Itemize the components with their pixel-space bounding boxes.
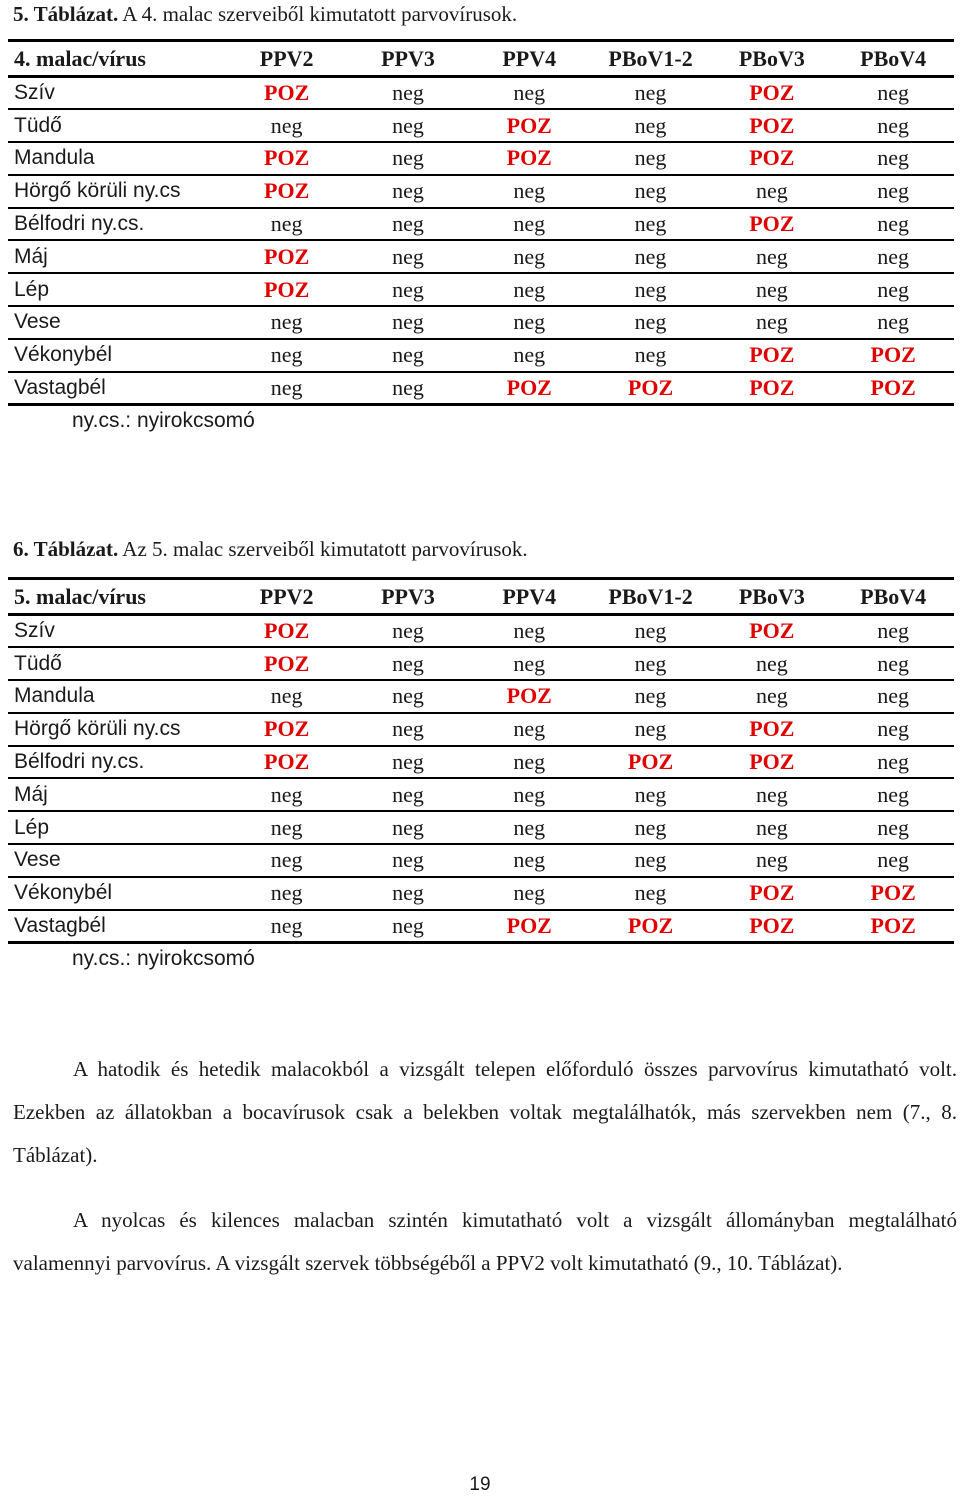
result-cell: neg <box>877 276 910 302</box>
table-row <box>8 910 954 943</box>
organ-label: Bélfodri ny.cs. <box>14 212 145 236</box>
result-cell: neg <box>634 211 667 237</box>
result-cell: neg <box>392 716 424 742</box>
result-cell: POZ <box>627 912 674 938</box>
result-cell: neg <box>392 112 424 138</box>
result-cell: neg <box>392 211 424 237</box>
result-cell: neg <box>877 178 910 204</box>
result-cell: neg <box>392 683 424 709</box>
result-cell: neg <box>513 749 546 775</box>
table-row <box>8 339 954 372</box>
result-cell: POZ <box>749 716 795 742</box>
column-header: PPV3 <box>381 583 435 609</box>
result-cell: neg <box>755 814 788 840</box>
result-cell: neg <box>392 650 424 676</box>
row-header-label: 5. malac/vírus <box>14 583 146 609</box>
result-cell: neg <box>877 618 910 644</box>
result-cell: neg <box>513 211 546 237</box>
result-cell: neg <box>392 80 424 106</box>
table6-note: ny.cs.: nyirokcsomó <box>72 947 255 970</box>
result-cell: neg <box>513 814 546 840</box>
result-cell: neg <box>270 374 303 400</box>
result-cell: neg <box>392 309 424 335</box>
result-cell: neg <box>392 618 424 644</box>
result-cell: neg <box>877 650 910 676</box>
result-cell: neg <box>270 683 303 709</box>
result-cell: neg <box>392 847 424 873</box>
result-cell: POZ <box>627 749 674 775</box>
result-cell: neg <box>392 145 424 171</box>
table-row <box>8 306 954 339</box>
table6-caption-label: 6. Táblázat. <box>13 537 119 561</box>
organ-label: Vékonybél <box>14 343 113 367</box>
table-row <box>8 142 954 175</box>
column-header: PPV3 <box>381 45 435 71</box>
result-cell: neg <box>755 309 788 335</box>
table-row <box>8 844 954 877</box>
table5-caption-label: 5. Táblázat. <box>13 2 119 26</box>
result-cell: POZ <box>870 342 916 368</box>
result-cell: POZ <box>506 374 552 400</box>
result-cell: POZ <box>264 178 310 204</box>
column-header: PBoV4 <box>860 45 927 71</box>
column-header: PBoV4 <box>860 583 927 609</box>
result-cell: neg <box>634 243 667 269</box>
table6 <box>8 577 954 944</box>
result-cell: neg <box>634 814 667 840</box>
result-cell: neg <box>270 781 303 807</box>
column-header: PBoV1-2 <box>608 583 693 609</box>
result-cell: neg <box>634 847 667 873</box>
result-cell: neg <box>634 309 667 335</box>
table6-caption-text: Az 5. malac szerveiből kimutatott parvovírusok. <box>118 537 528 561</box>
organ-label: Szív <box>14 81 55 105</box>
result-cell: neg <box>392 880 424 906</box>
result-cell: neg <box>634 683 667 709</box>
table-row <box>8 680 954 713</box>
organ-label: Lép <box>14 277 50 301</box>
result-cell: POZ <box>749 749 795 775</box>
table-row <box>8 746 954 779</box>
result-cell: neg <box>634 276 667 302</box>
result-cell: neg <box>392 781 424 807</box>
result-cell: POZ <box>870 912 916 938</box>
result-cell: neg <box>755 683 788 709</box>
result-cell: POZ <box>506 145 552 171</box>
table5-header-row <box>8 41 954 77</box>
result-cell: neg <box>634 342 667 368</box>
page-number: 19 <box>469 1474 491 1495</box>
organ-label: Tüdő <box>14 651 62 675</box>
result-cell: neg <box>634 145 667 171</box>
column-header: PPV4 <box>502 583 557 609</box>
result-cell: POZ <box>627 374 674 400</box>
result-cell: neg <box>877 814 910 840</box>
result-cell: neg <box>392 178 424 204</box>
result-cell: neg <box>392 814 424 840</box>
organ-label: Vékonybél <box>14 881 113 905</box>
result-cell: neg <box>270 847 303 873</box>
result-cell: neg <box>270 880 303 906</box>
result-cell: neg <box>270 211 303 237</box>
result-cell: neg <box>392 374 424 400</box>
result-cell: neg <box>634 178 667 204</box>
table-row <box>8 615 954 648</box>
result-cell: neg <box>634 781 667 807</box>
organ-label: Vese <box>14 848 61 872</box>
column-header: PPV2 <box>259 583 314 609</box>
result-cell: neg <box>877 716 910 742</box>
table-row <box>8 877 954 910</box>
result-cell: neg <box>513 781 546 807</box>
table-row <box>8 778 954 811</box>
result-cell: neg <box>877 749 910 775</box>
table-row <box>8 208 954 241</box>
table5-note: ny.cs.: nyirokcsomó <box>72 409 255 432</box>
result-cell: neg <box>513 243 546 269</box>
result-cell: neg <box>877 211 910 237</box>
result-cell: neg <box>755 276 788 302</box>
result-cell: POZ <box>506 683 552 709</box>
result-cell: neg <box>634 880 667 906</box>
result-cell: neg <box>877 781 910 807</box>
result-cell: neg <box>513 178 546 204</box>
result-cell: neg <box>270 112 303 138</box>
organ-label: Vese <box>14 310 61 334</box>
result-cell: neg <box>392 342 424 368</box>
table-row <box>8 77 954 110</box>
table-row <box>8 175 954 208</box>
result-cell: neg <box>513 847 546 873</box>
result-cell: neg <box>634 112 667 138</box>
table-row <box>8 372 954 405</box>
result-cell: POZ <box>749 342 795 368</box>
table-row <box>8 811 954 844</box>
organ-label: Mandula <box>14 146 95 170</box>
result-cell: POZ <box>870 880 916 906</box>
result-cell: neg <box>513 80 546 106</box>
result-cell: neg <box>755 243 788 269</box>
result-cell: POZ <box>264 716 310 742</box>
result-cell: POZ <box>264 145 310 171</box>
result-cell: neg <box>270 814 303 840</box>
table-row <box>8 647 954 680</box>
result-cell: neg <box>270 912 303 938</box>
result-cell: neg <box>634 650 667 676</box>
result-cell: POZ <box>264 650 310 676</box>
result-cell: neg <box>877 80 910 106</box>
organ-label: Máj <box>14 782 48 806</box>
result-cell: POZ <box>749 80 795 106</box>
result-cell: neg <box>877 683 910 709</box>
result-cell: neg <box>513 342 546 368</box>
result-cell: neg <box>755 781 788 807</box>
result-cell: neg <box>755 847 788 873</box>
result-cell: neg <box>634 618 667 644</box>
result-cell: POZ <box>749 618 795 644</box>
result-cell: neg <box>392 749 424 775</box>
row-header-label: 4. malac/vírus <box>14 45 146 71</box>
result-cell: POZ <box>749 112 795 138</box>
result-cell: neg <box>634 80 667 106</box>
result-cell: neg <box>513 618 546 644</box>
organ-label: Hörgő körüli ny.cs <box>14 179 181 203</box>
result-cell: neg <box>877 112 910 138</box>
result-cell: POZ <box>506 912 552 938</box>
organ-label: Vastagbél <box>14 375 106 399</box>
body-paragraph-1: A hatodik és hetedik malacokból a vizsgált telepen előforduló összes parvovírus kimutatható volt. Ezekben az állatokban a bocavírusok csak a belekben voltak megtalálhatók, más szervekben nem (7., 8. Táblázat). <box>13 1057 957 1167</box>
result-cell: neg <box>513 309 546 335</box>
result-cell: POZ <box>749 374 795 400</box>
result-cell: neg <box>513 716 546 742</box>
column-header: PPV4 <box>502 45 557 71</box>
column-header: PBoV3 <box>738 583 805 609</box>
result-cell: POZ <box>264 618 310 644</box>
result-cell: POZ <box>264 243 310 269</box>
table5-caption-text: A 4. malac szerveiből kimutatott parvovírusok. <box>118 2 518 26</box>
table6-caption <box>13 537 528 561</box>
result-cell: neg <box>755 178 788 204</box>
table5 <box>8 39 954 406</box>
result-cell: neg <box>634 716 667 742</box>
result-cell: POZ <box>749 211 795 237</box>
organ-label: Szív <box>14 619 55 643</box>
result-cell: neg <box>755 650 788 676</box>
result-cell: neg <box>513 650 546 676</box>
result-cell: POZ <box>749 145 795 171</box>
organ-label: Tüdő <box>14 113 62 137</box>
column-header: PBoV1-2 <box>608 45 693 71</box>
result-cell: neg <box>877 309 910 335</box>
table-row <box>8 109 954 142</box>
result-cell: POZ <box>749 880 795 906</box>
result-cell: POZ <box>870 374 916 400</box>
table-row <box>8 240 954 273</box>
result-cell: neg <box>392 912 424 938</box>
result-cell: POZ <box>264 749 310 775</box>
result-cell: POZ <box>264 276 310 302</box>
organ-label: Máj <box>14 244 48 268</box>
result-cell: neg <box>877 145 910 171</box>
result-cell: POZ <box>506 112 552 138</box>
organ-label: Mandula <box>14 684 95 708</box>
table6-header-row <box>8 579 954 615</box>
organ-label: Lép <box>14 815 50 839</box>
result-cell: neg <box>270 342 303 368</box>
table-row <box>8 713 954 746</box>
result-cell: neg <box>270 309 303 335</box>
result-cell: neg <box>392 276 424 302</box>
organ-label: Hörgő körüli ny.cs <box>14 717 181 741</box>
table5-caption <box>13 2 517 26</box>
result-cell: POZ <box>749 912 795 938</box>
column-header: PBoV3 <box>738 45 805 71</box>
result-cell: neg <box>513 880 546 906</box>
result-cell: neg <box>392 243 424 269</box>
body-paragraph-2: A nyolcas és kilences malacban szintén kimutatható volt a vizsgált állományban megtalálható valamennyi parvovírus. A vizsgált szervek többségéből a PPV2 volt kimutatható (9., 10. Táblázat). <box>13 1208 957 1275</box>
table-row <box>8 273 954 306</box>
result-cell: POZ <box>264 80 310 106</box>
result-cell: neg <box>513 276 546 302</box>
organ-label: Vastagbél <box>14 913 106 937</box>
result-cell: neg <box>877 847 910 873</box>
organ-label: Bélfodri ny.cs. <box>14 750 145 774</box>
result-cell: neg <box>877 243 910 269</box>
column-header: PPV2 <box>259 45 314 71</box>
